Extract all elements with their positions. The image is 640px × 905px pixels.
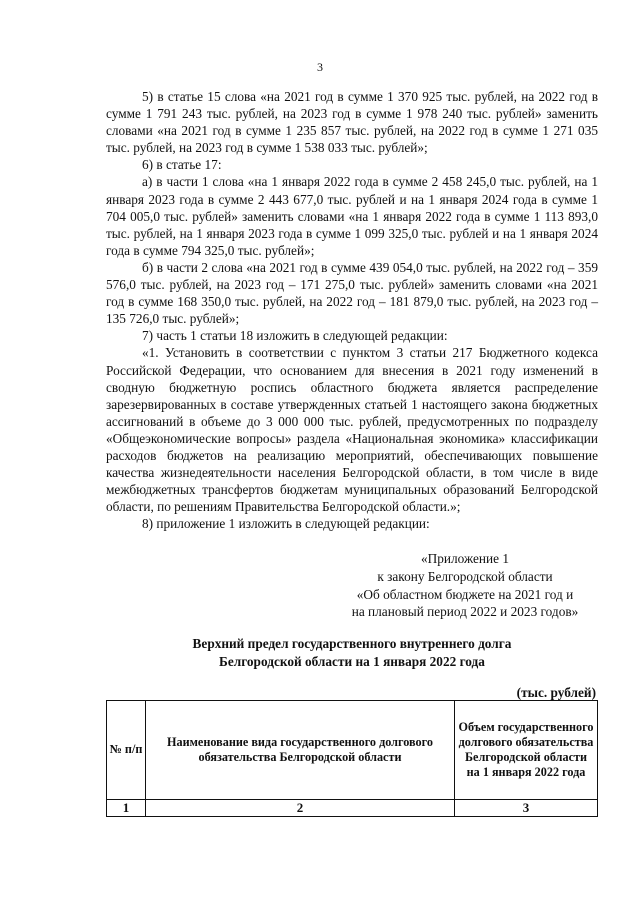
title-line: Белгородской области на 1 января 2022 года	[219, 653, 485, 669]
header-number: № п/п	[107, 701, 146, 800]
appendix-line: «Об областном бюджете на 2021 год и	[356, 586, 574, 602]
page-number: 3	[317, 60, 323, 74]
paragraph: а) в части 1 слова «на 1 января 2022 года в сумме 2 458 245,0 тыс. рублей, на 1 января 2023 года в сумме 2 443 677,0 тыс. рублей и на 1 января 2024 года в сумме 1 704 005,0 тыс. рублей» заменить словами «на 1 января 2022 года в сумме 1 113 893,0 тыс. рублей, на 1 января 2023 года в сумме 1 099 325,0 тыс. рублей и на 1 января 2024 года в сумме 794 325,0 тыс. рублей»;	[106, 174, 598, 258]
table-header-row	[107, 701, 598, 800]
paragraph: б) в части 2 слова «на 2021 год в сумме 439 054,0 тыс. рублей, на 2022 год – 359 576,0 тыс. рублей, на 2023 год – 171 275,0 тыс. рублей» заменить словами «на 2021 год в сумме 168 350,0 тыс. рублей, на 2022 год – 181 879,0 тыс. рублей, на 2023 год – 135 726,0 тыс. рублей»;	[106, 259, 598, 327]
column-index: 3	[455, 800, 598, 817]
appendix-line: на плановый период 2022 и 2023 годов»	[351, 604, 579, 620]
appendix-header	[300, 550, 630, 621]
units-label: (тыс. рублей)	[516, 685, 596, 700]
paragraph: «1. Установить в соответствии с пунктом 3 статьи 217 Бюджетного кодекса Российской Федерации, что основанием для внесения в 2021 году изменений в сводную бюджетную роспись областного бюджета является распределение зарезервированных в составе утвержденных статьей 1 настоящего закона бюджетных ассигнований в объеме до 3 000 000 тыс. рублей, предусмотренных по подразделу «Общеэкономические вопросы» раздела «Национальная экономика» классификации расходов бюджетов на реализацию мероприятий, обеспечивающих повышение качества жизнедеятельности населения Белгородской области, в том числе в виде межбюджетных трансфертов бюджетам муниципальных образований Белгородской области, по решениям Правительства Белгородской области.»;	[106, 345, 598, 515]
paragraph: 5) в статье 15 слова «на 2021 год в сумме 1 370 925 тыс. рублей, на 2022 год в сумме 1 791 243 тыс. рублей, на 2023 год в сумме 1 978 240 тыс. рублей» заменить словами «на 2021 год в сумме 1 235 857 тыс. рублей, на 2022 год в сумме 1 271 035 тыс. рублей, на 2023 год в сумме 1 538 033 тыс. рублей»;	[106, 89, 598, 156]
paragraph: 8) приложение 1 изложить в следующей редакции:	[142, 516, 430, 532]
debt-table	[106, 700, 598, 817]
document-body	[106, 88, 598, 532]
header-volume: Объем государственного долгового обязательства Белгородской области на 1 января 2022 года	[455, 701, 598, 800]
appendix-line: «Приложение 1	[421, 551, 509, 566]
header-name: Наименование вида государственного долгового обязательства Белгородской области	[146, 701, 455, 800]
column-index: 2	[146, 800, 455, 817]
title-line: Верхний предел государственного внутреннего долга	[192, 636, 512, 651]
column-index: 1	[107, 800, 146, 817]
appendix-line: к закону Белгородской области	[377, 568, 553, 584]
paragraph: 6) в статье 17:	[142, 157, 222, 173]
table-title	[106, 635, 598, 670]
paragraph: 7) часть 1 статьи 18 изложить в следующей редакции:	[142, 328, 448, 344]
table-row	[107, 800, 598, 817]
